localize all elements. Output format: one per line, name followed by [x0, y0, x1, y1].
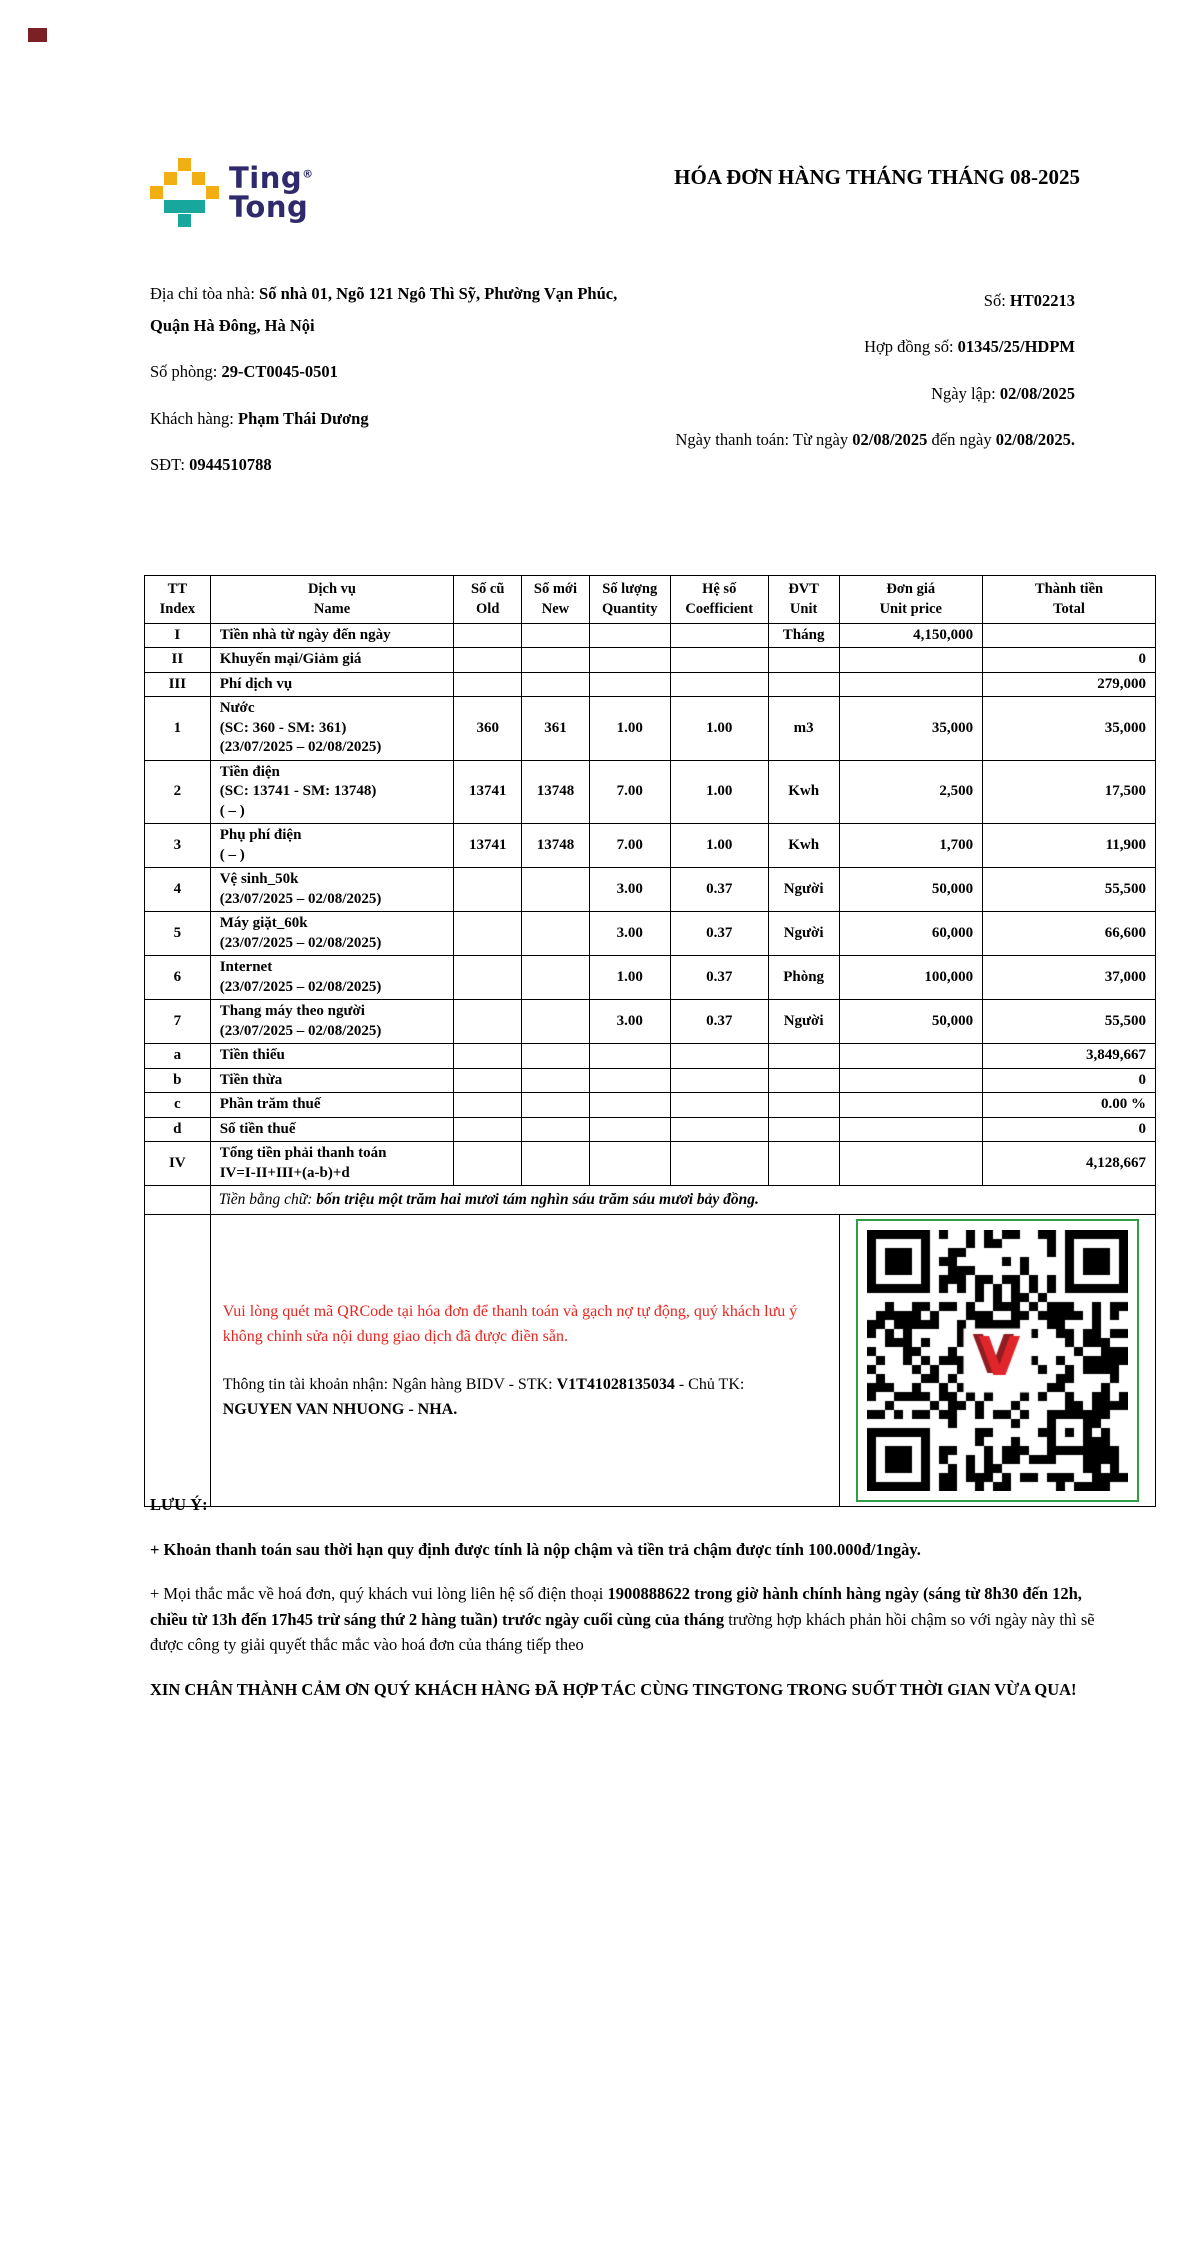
cell-unit: [768, 1093, 839, 1118]
issue-date: Ngày lập: 02/08/2025: [931, 383, 1075, 403]
cell-new: [522, 623, 590, 648]
cell-qty: 1.00: [589, 697, 670, 761]
cell-old: [454, 1000, 522, 1044]
cell-unit: [768, 672, 839, 697]
cell-name: Thang máy theo người (23/07/2025 – 02/08/2025): [210, 1000, 454, 1044]
cell-coef: [670, 623, 768, 648]
cell-tt: c: [145, 1093, 211, 1118]
cell-total: 0.00 %: [983, 1093, 1156, 1118]
cell-qty: [589, 623, 670, 648]
table-row: [145, 912, 1156, 956]
cell-total: 55,500: [983, 1000, 1156, 1044]
cell-price: 4,150,000: [839, 623, 983, 648]
cell-price: 50,000: [839, 1000, 983, 1044]
cell-coef: 0.37: [670, 956, 768, 1000]
cell-total: [983, 623, 1156, 648]
column-header: Thành tiền Total: [983, 576, 1156, 624]
page-corner-artifact: [28, 28, 47, 42]
cell-price: [839, 648, 983, 673]
cell-new: [522, 956, 590, 1000]
cell-old: 360: [454, 697, 522, 761]
cell-price: [839, 672, 983, 697]
table-row: [145, 1000, 1156, 1044]
empty-cell: [145, 1215, 211, 1507]
cell-old: 13741: [454, 760, 522, 824]
cell-total: 279,000: [983, 672, 1156, 697]
cell-unit: Người: [768, 1000, 839, 1044]
cell-tt: 3: [145, 824, 211, 868]
cell-tt: IV: [145, 1142, 211, 1186]
cell-coef: 1.00: [670, 697, 768, 761]
cell-old: [454, 1093, 522, 1118]
cell-total: 35,000: [983, 697, 1156, 761]
cell-old: [454, 868, 522, 912]
table-row: [145, 1117, 1156, 1142]
qr-code-cell: [839, 1215, 1155, 1507]
column-header: Số cũ Old: [454, 576, 522, 624]
cell-unit: [768, 1142, 839, 1186]
table-row: [145, 1142, 1156, 1186]
cell-qty: 1.00: [589, 956, 670, 1000]
cell-coef: [670, 1142, 768, 1186]
notes-heading: LƯU Ý:: [150, 1495, 208, 1514]
table-footer: [145, 1186, 1156, 1507]
cell-qty: 3.00: [589, 912, 670, 956]
cell-total: 3,849,667: [983, 1044, 1156, 1069]
cell-price: 35,000: [839, 697, 983, 761]
invoice-header: [150, 158, 1080, 227]
cell-new: [522, 648, 590, 673]
column-header: ĐVT Unit: [768, 576, 839, 624]
cell-price: 2,500: [839, 760, 983, 824]
cell-unit: [768, 648, 839, 673]
thank-you-message: XIN CHÂN THÀNH CẢM ƠN QUÝ KHÁCH HÀNG ĐÃ HỢP TÁC CÙNG TINGTONG TRONG SUỐT THỜI GIAN VỪA QUA!: [150, 1679, 1077, 1699]
cell-old: [454, 1142, 522, 1186]
cell-new: [522, 1142, 590, 1186]
cell-name: Vệ sinh_50k (23/07/2025 – 02/08/2025): [210, 868, 454, 912]
cell-tt: 2: [145, 760, 211, 824]
payment-instructions: [210, 1215, 839, 1507]
cell-coef: 0.37: [670, 912, 768, 956]
invoice-table: [144, 575, 1156, 1507]
cell-old: [454, 956, 522, 1000]
cell-qty: 3.00: [589, 868, 670, 912]
cell-tt: I: [145, 623, 211, 648]
cell-name: Tiền điện (SC: 13741 - SM: 13748) ( – ): [210, 760, 454, 824]
cell-old: [454, 1044, 522, 1069]
cell-coef: [670, 672, 768, 697]
table-body: [145, 623, 1156, 1186]
footer-notes: [150, 1492, 1108, 1721]
tingtong-logo-icon: [150, 158, 219, 227]
cell-name: Tổng tiền phải thanh toán IV=I-II+III+(a-b)+d: [210, 1142, 454, 1186]
cell-unit: [768, 1068, 839, 1093]
cell-new: [522, 1117, 590, 1142]
cell-tt: b: [145, 1068, 211, 1093]
cell-total: 55,500: [983, 868, 1156, 912]
cell-name: Số tiền thuế: [210, 1117, 454, 1142]
cell-qty: [589, 1093, 670, 1118]
cell-total: 0: [983, 1068, 1156, 1093]
column-header: Số lượng Quantity: [589, 576, 670, 624]
cell-total: 4,128,667: [983, 1142, 1156, 1186]
column-header: Số mới New: [522, 576, 590, 624]
cell-unit: [768, 1117, 839, 1142]
tingtong-logo-text: [229, 161, 314, 224]
cell-qty: [589, 1068, 670, 1093]
table-row: [145, 760, 1156, 824]
cell-total: 66,600: [983, 912, 1156, 956]
invoice-number: Số: HT02213: [983, 291, 1075, 310]
table-row: [145, 672, 1156, 697]
cell-new: [522, 1093, 590, 1118]
amount-words-label: Tiền bằng chữ:: [218, 1191, 313, 1209]
qr-code: [867, 1230, 1128, 1491]
registered-mark: ®: [302, 167, 314, 181]
cell-new: [522, 1000, 590, 1044]
table-header-row: [145, 576, 1156, 624]
cell-tt: a: [145, 1044, 211, 1069]
column-header: TT Index: [145, 576, 211, 624]
cell-coef: 0.37: [670, 1000, 768, 1044]
cell-coef: [670, 1117, 768, 1142]
cell-price: [839, 1068, 983, 1093]
cell-total: 17,500: [983, 760, 1156, 824]
cell-price: 100,000: [839, 956, 983, 1000]
cell-qty: 7.00: [589, 824, 670, 868]
cell-tt: III: [145, 672, 211, 697]
cell-name: Tiền thiếu: [210, 1044, 454, 1069]
cell-coef: [670, 1068, 768, 1093]
cell-name: Nước (SC: 360 - SM: 361) (23/07/2025 – 02/08/2025): [210, 697, 454, 761]
cell-tt: 4: [145, 868, 211, 912]
cell-coef: 1.00: [670, 824, 768, 868]
contract-number: Hợp đồng số: 01345/25/HDPM: [864, 337, 1075, 357]
cell-coef: 0.37: [670, 868, 768, 912]
customer-name: Khách hàng: Phạm Thái Dương: [150, 408, 369, 428]
cell-new: 361: [522, 697, 590, 761]
cell-unit: Tháng: [768, 623, 839, 648]
cell-name: Internet (23/07/2025 – 02/08/2025): [210, 956, 454, 1000]
cell-new: [522, 912, 590, 956]
note-late-payment: + Khoản thanh toán sau thời hạn quy định được tính là nộp chậm và tiền trả chậm được tính 100.000đ/1ngày.: [150, 1539, 921, 1559]
cell-tt: 5: [145, 912, 211, 956]
table-row: [145, 868, 1156, 912]
cell-total: 11,900: [983, 824, 1156, 868]
room-number: Số phòng: 29-CT0045-0501: [150, 362, 338, 382]
cell-tt: II: [145, 648, 211, 673]
qr-code-frame: [856, 1219, 1139, 1502]
brand-name-top: Ting: [229, 161, 303, 196]
payment-period: Ngày thanh toán: Từ ngày 02/08/2025 đến ngày 02/08/2025.: [675, 430, 1075, 450]
qr-warning-text: Vui lòng quét mã QRCode tại hóa đơn để thanh toán và gạch nợ tự động, quý khách lưu ý không chỉnh sửa nội dung giao dịch đã được điền sẵn.: [222, 1302, 798, 1346]
invoice-info: [643, 285, 1075, 470]
cell-name: Tiền nhà từ ngày đến ngày: [210, 623, 454, 648]
cell-unit: Người: [768, 868, 839, 912]
cell-unit: Kwh: [768, 760, 839, 824]
cell-qty: [589, 672, 670, 697]
cell-coef: [670, 648, 768, 673]
cell-tt: 6: [145, 956, 211, 1000]
column-header: Hệ số Coefficient: [670, 576, 768, 624]
cell-coef: 1.00: [670, 760, 768, 824]
cell-price: 1,700: [839, 824, 983, 868]
table-row: [145, 956, 1156, 1000]
cell-old: [454, 912, 522, 956]
cell-unit: Phòng: [768, 956, 839, 1000]
cell-new: 13748: [522, 760, 590, 824]
table-row: [145, 824, 1156, 868]
cell-total: 0: [983, 1117, 1156, 1142]
customer-phone: SĐT: 0944510788: [150, 454, 272, 474]
cell-new: [522, 868, 590, 912]
cell-name: Máy giặt_60k (23/07/2025 – 02/08/2025): [210, 912, 454, 956]
cell-total: 0: [983, 648, 1156, 673]
cell-new: [522, 1068, 590, 1093]
amount-words-value: bốn triệu một trăm hai mươi tám nghìn sáu trăm sáu mươi bảy đồng.: [316, 1191, 759, 1209]
table-row: [145, 648, 1156, 673]
cell-old: 13741: [454, 824, 522, 868]
empty-cell: [145, 1186, 211, 1215]
table-row: [145, 623, 1156, 648]
cell-name: Phụ phí điện ( – ): [210, 824, 454, 868]
cell-old: [454, 672, 522, 697]
cell-price: [839, 1117, 983, 1142]
table-row: [145, 1068, 1156, 1093]
column-header: Dịch vụ Name: [210, 576, 454, 624]
cell-tt: d: [145, 1117, 211, 1142]
cell-old: [454, 1117, 522, 1142]
cell-old: [454, 648, 522, 673]
table-row: [145, 1093, 1156, 1118]
cell-qty: [589, 648, 670, 673]
tingtong-logo: [150, 158, 314, 227]
cell-qty: 3.00: [589, 1000, 670, 1044]
cell-price: 60,000: [839, 912, 983, 956]
column-header: Đơn giá Unit price: [839, 576, 983, 624]
cell-old: [454, 1068, 522, 1093]
cell-qty: [589, 1117, 670, 1142]
customer-info: [150, 278, 632, 495]
cell-unit: m3: [768, 697, 839, 761]
cell-name: Phần trăm thuế: [210, 1093, 454, 1118]
cell-price: [839, 1093, 983, 1118]
brand-name-bottom: Tong: [229, 189, 309, 224]
cell-coef: [670, 1044, 768, 1069]
cell-name: Khuyến mại/Giảm giá: [210, 648, 454, 673]
cell-unit: Kwh: [768, 824, 839, 868]
cell-total: 37,000: [983, 956, 1156, 1000]
amount-in-words: [210, 1186, 1155, 1215]
cell-old: [454, 623, 522, 648]
note-hotline: + Mọi thắc mắc về hoá đơn, quý khách vui lòng liên hệ số điện thoại 1900888622 trong giờ hành chính hàng ngày (sáng từ 8h30 đến 12h, chiều từ 13h đến 17h45 trừ sáng thứ 2 hàng tuần) trước ngày cuối cùng của tháng trường hợp khách phản hồi chậm so với ngày này thì sẽ được công ty giải quyết thắc mắc vào hoá đơn của tháng tiếp theo: [150, 1584, 1095, 1655]
cell-name: Tiền thừa: [210, 1068, 454, 1093]
amount-in-words-row: [145, 1186, 1156, 1215]
cell-new: [522, 672, 590, 697]
cell-tt: 1: [145, 697, 211, 761]
bank-account-info: Thông tin tài khoản nhận: Ngân hàng BIDV - STK: V1T41028135034 - Chủ TK: NGUYEN VAN NHUONG - NHA.: [222, 1375, 745, 1419]
cell-qty: [589, 1142, 670, 1186]
cell-name: Phí dịch vụ: [210, 672, 454, 697]
cell-coef: [670, 1093, 768, 1118]
cell-new: 13748: [522, 824, 590, 868]
qr-row: [145, 1215, 1156, 1507]
cell-new: [522, 1044, 590, 1069]
table-row: [145, 697, 1156, 761]
cell-unit: Người: [768, 912, 839, 956]
cell-price: 50,000: [839, 868, 983, 912]
cell-unit: [768, 1044, 839, 1069]
cell-price: [839, 1142, 983, 1186]
cell-tt: 7: [145, 1000, 211, 1044]
cell-qty: [589, 1044, 670, 1069]
cell-price: [839, 1044, 983, 1069]
table-row: [145, 1044, 1156, 1069]
page-title: HÓA ĐƠN HÀNG THÁNG THÁNG 08-2025: [674, 165, 1080, 189]
cell-qty: 7.00: [589, 760, 670, 824]
building-address: Địa chỉ tòa nhà: Số nhà 01, Ngõ 121 Ngô Thì Sỹ, Phường Vạn Phúc, Quận Hà Đông, Hà Nội: [150, 284, 618, 336]
